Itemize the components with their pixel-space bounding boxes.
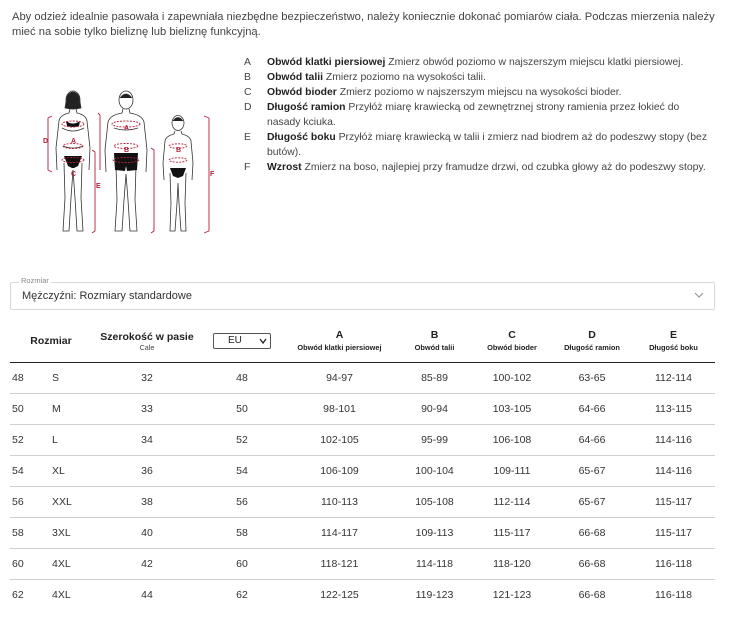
cell-arm-length: 64-66 — [578, 434, 606, 446]
cell-size-number: 56 — [12, 496, 24, 508]
cell-size-number: 52 — [12, 434, 24, 446]
header-d: D Długość ramion — [564, 329, 620, 352]
cell-side-length: 113-115 — [655, 403, 692, 415]
header-size: Rozmiar — [30, 335, 72, 347]
table-row — [10, 518, 715, 549]
cell-size-eu: 50 — [236, 403, 248, 415]
header-unit — [202, 320, 282, 363]
legend-title: Obwód klatki piersiowej — [267, 57, 386, 68]
cell-size-label: XL — [52, 465, 65, 477]
cell-side-length: 114-116 — [655, 465, 692, 477]
figure-label-e: E — [96, 183, 101, 190]
legend-item — [244, 85, 714, 100]
legend-description — [267, 70, 486, 85]
legend-text: Zmierz poziomo na wysokości talii. — [323, 72, 486, 83]
cell-side-length: 115-117 — [655, 527, 692, 539]
cell-arm-length: 65-67 — [578, 496, 606, 508]
legend-title: Długość boku — [267, 132, 336, 143]
legend-title: Długość ramion — [267, 102, 346, 113]
cell-arm-length: 66-68 — [578, 558, 606, 570]
table-row — [10, 363, 715, 394]
cell-size-number: 60 — [12, 558, 24, 570]
cell-size-number: 54 — [12, 465, 24, 477]
cell-chest: 106-109 — [320, 465, 359, 477]
cell-waist: 114-118 — [416, 558, 453, 570]
cell-waist-inches: 44 — [141, 589, 153, 601]
header-waist: Szerokość w pasie Cale — [100, 330, 194, 352]
legend-description — [267, 100, 714, 130]
size-select-label: Rozmiar — [21, 276, 49, 285]
legend-item — [244, 55, 714, 70]
cell-waist-inches: 33 — [141, 403, 153, 415]
size-select-value: Mężczyźni: Rozmiary standardowe — [22, 290, 192, 302]
cell-waist: 109-113 — [415, 527, 454, 539]
cell-size-label: 4XL — [52, 589, 71, 601]
cell-side-length: 114-116 — [655, 434, 692, 446]
chevron-down-icon — [693, 289, 705, 301]
legend-text: Zmierz na boso, najlepiej przy framudze drzwi, od czubka głowy aż do podeszwy stopy. — [301, 162, 706, 173]
cell-waist: 95-99 — [421, 434, 448, 446]
legend-item — [244, 130, 714, 160]
legend-letter: B — [244, 72, 251, 83]
figure-label-f: F — [210, 171, 215, 178]
figure-label-c: C — [71, 171, 77, 178]
legend-description — [267, 55, 683, 70]
table-row — [10, 425, 715, 456]
table-row — [10, 549, 715, 580]
header-c: C Obwód bioder — [487, 329, 537, 352]
table-row — [10, 394, 715, 425]
table-row — [10, 456, 715, 487]
cell-chest: 122-125 — [320, 589, 359, 601]
cell-size-eu: 52 — [236, 434, 248, 446]
figure-label-a: A — [71, 138, 77, 145]
header-e: E Długość boku — [649, 329, 698, 352]
cell-chest: 94-97 — [326, 372, 353, 384]
cell-hips: 118-120 — [493, 558, 531, 570]
legend-text: Zmierz poziomo w najszerszym miejscu na wysokości bioder. — [336, 87, 622, 98]
cell-hips: 100-102 — [492, 372, 532, 384]
legend-item — [244, 160, 714, 175]
cell-waist: 119-123 — [415, 589, 454, 601]
legend-title: Wzrost — [267, 162, 302, 173]
cell-side-length: 112-114 — [655, 372, 692, 384]
cell-size-number: 62 — [12, 589, 24, 601]
cell-chest: 114-117 — [321, 527, 358, 539]
cell-size-label: 4XL — [52, 558, 71, 570]
cell-size-label: 3XL — [52, 527, 71, 539]
body-measurement-figures — [38, 88, 218, 238]
table-row — [10, 580, 715, 611]
cell-size-label: S — [52, 372, 60, 384]
cell-chest: 110-113 — [321, 496, 358, 508]
cell-arm-length: 65-67 — [578, 465, 606, 477]
cell-chest: 118-121 — [320, 558, 359, 570]
table-row — [10, 487, 715, 518]
cell-side-length: 116-118 — [655, 558, 692, 570]
cell-size-eu: 62 — [236, 589, 248, 601]
legend-description — [267, 160, 706, 175]
legend-title: Obwód talii — [267, 72, 323, 83]
cell-waist: 100-104 — [415, 465, 454, 477]
figure-label-a-man: A — [124, 125, 130, 132]
cell-waist-inches: 42 — [141, 558, 153, 570]
cell-hips: 115-117 — [493, 527, 531, 539]
legend-item — [244, 100, 714, 130]
legend-text: Zmierz obwód poziomo w najszerszym miejscu klatki piersiowej. — [385, 57, 684, 68]
legend-letter: F — [244, 162, 251, 173]
cell-waist: 105-108 — [415, 496, 454, 508]
figure-label-b: B — [124, 147, 130, 154]
figure-label-b-child: B — [176, 147, 182, 154]
cell-chest: 98-101 — [323, 403, 356, 415]
legend-title: Obwód bioder — [267, 87, 337, 98]
unit-select[interactable]: EU — [213, 333, 271, 349]
cell-arm-length: 66-68 — [578, 589, 606, 601]
figure-label-d: D — [43, 138, 49, 145]
cell-size-eu: 56 — [236, 496, 248, 508]
legend-letter: E — [244, 132, 251, 143]
cell-chest: 102-105 — [320, 434, 359, 446]
intro-text: Aby odzież idealnie pasowała i zapewniała niezbędne bezpieczeństwo, należy koniecznie dokonać pomiarów ciała. Podczas mierzenia należy mieć na sobie tylko bieliznę lub bieliznę funkcyjną. — [12, 11, 715, 38]
cell-waist: 90-94 — [421, 403, 448, 415]
cell-size-number: 48 — [12, 372, 24, 384]
cell-size-label: M — [52, 403, 61, 415]
cell-size-number: 50 — [12, 403, 24, 415]
legend-letter: D — [244, 102, 252, 113]
cell-hips: 112-114 — [493, 496, 531, 508]
cell-arm-length: 66-68 — [578, 527, 606, 539]
cell-arm-length: 64-66 — [578, 403, 606, 415]
legend-letter: A — [244, 57, 251, 68]
cell-waist-inches: 40 — [141, 527, 153, 539]
chevron-down-icon — [259, 337, 267, 345]
cell-size-label: XXL — [52, 496, 72, 508]
cell-hips: 121-123 — [492, 589, 532, 601]
cell-size-eu: 48 — [236, 372, 248, 384]
legend-text: Przyłóż miarę krawiecką od zewnętrznej strony ramienia przez łokieć do nasady kciuka. — [267, 102, 680, 128]
header-b: B Obwód talii — [414, 329, 455, 352]
cell-hips: 103-105 — [492, 403, 532, 415]
cell-side-length: 115-117 — [655, 496, 692, 508]
legend-description — [267, 85, 622, 100]
legend-letter: C — [244, 87, 252, 98]
cell-waist-inches: 38 — [141, 496, 153, 508]
legend-description — [267, 130, 714, 160]
legend-text: Przyłóż miarę krawiecką w talii i zmierz nad biodrem aż do podeszwy stopy (bez butów). — [267, 132, 708, 158]
cell-size-eu: 60 — [236, 558, 248, 570]
cell-size-eu: 54 — [236, 465, 248, 477]
cell-side-length: 116-118 — [655, 589, 692, 601]
table-header-row — [10, 320, 715, 363]
size-table — [10, 320, 715, 610]
header-a: A Obwód klatki piersiowej — [297, 329, 382, 352]
cell-hips: 109-111 — [493, 465, 531, 477]
cell-arm-length: 63-65 — [578, 372, 606, 384]
cell-size-label: L — [52, 434, 58, 446]
cell-waist-inches: 32 — [141, 372, 153, 384]
cell-hips: 106-108 — [492, 434, 532, 446]
cell-waist-inches: 36 — [141, 465, 153, 477]
cell-waist-inches: 34 — [141, 434, 153, 446]
cell-size-number: 58 — [12, 527, 24, 539]
size-system-select[interactable] — [10, 276, 715, 310]
cell-waist: 85-89 — [421, 372, 448, 384]
legend-item — [244, 70, 714, 85]
measurement-legend — [244, 55, 714, 175]
cell-size-eu: 58 — [236, 527, 248, 539]
